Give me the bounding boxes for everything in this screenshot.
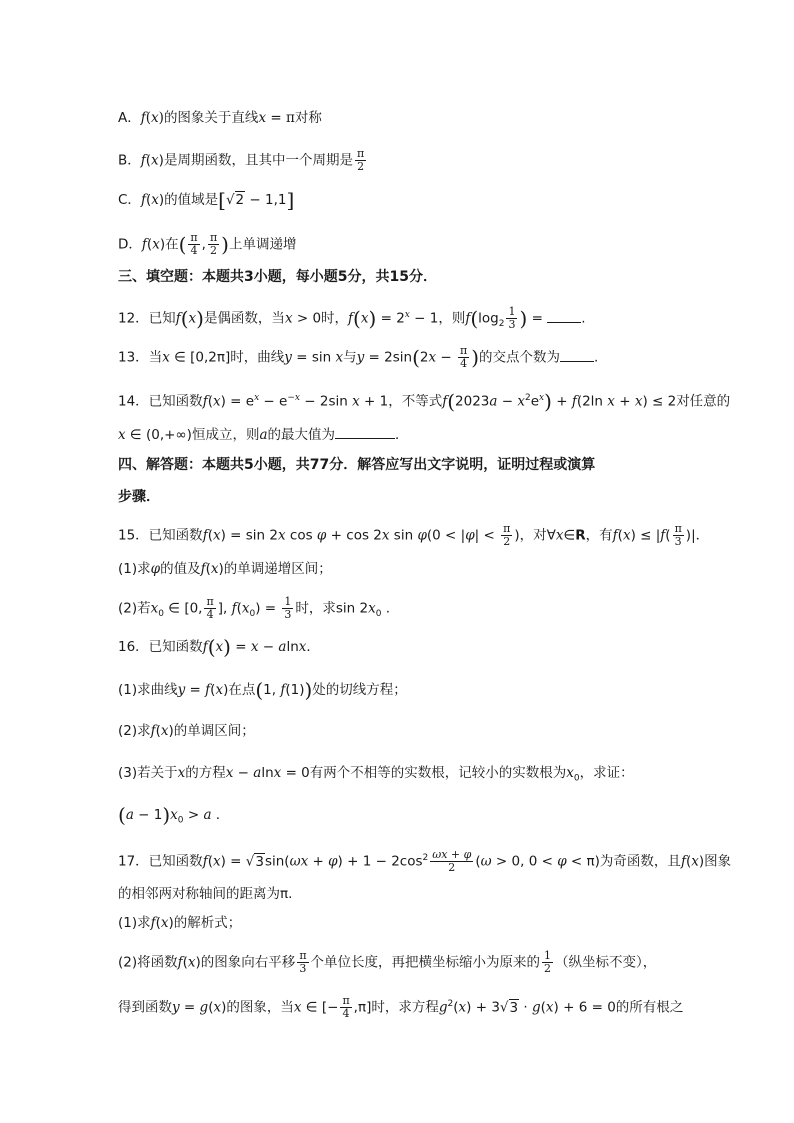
question-17-part-2b: 得到函数y = g(x)的图象，当x ∈ [− $\frac{\pi}{4}$ ,π]时，求方程$g^2(x) + 3√3 \cdot g(x) + 6 = 0$的所有根之 (118, 994, 684, 1020)
question-15-line-1: 15．已知函数f(x) = sin 2x cos φ + cos 2x sin φ(0 < |φ| < $\frac{\pi}{2}$ )，对∀x∈R，有f(x) ≤ |f( $\frac{\pi}{3}$ )|． (118, 522, 710, 548)
question-13: 13．当x ∈ [0,2π]时，曲线y = sin x与y = 2sin(2x − $\frac{\pi}{4}$ )的交点个数为 . (118, 344, 599, 370)
option-b-label: B． (118, 152, 141, 169)
option-a-label: A． (118, 110, 141, 126)
question-13-number: 13． (118, 349, 149, 366)
question-16-part-3b: $(a - 1)x_0 > a$ . (118, 803, 221, 827)
section-3-heading: 三、填空题：本题共3小题，每小题5分，共15分． (118, 269, 437, 285)
question-12-number: 12． (118, 310, 149, 327)
option-c-label: C． (118, 192, 141, 208)
option-d-label: D． (118, 236, 142, 253)
question-16-part-2: (2)求f(x)的单调区间； (118, 723, 255, 739)
question-12: 12．已知f(x)是偶函数，当x > 0时，$f(x) = 2^x - 1$，则$f(\log_2$ $\frac{1}{3}$ ) = . (118, 305, 586, 331)
question-15-part-2: (2)若$x_0$ ∈ [0, $\frac{\pi}{4}$ ], $f(x_0)$ = $\frac{1}{3}$ 时，求$\sin 2x_0$ . (118, 595, 391, 621)
option-d: D．f(x)在( $\frac{\pi}{4}$ , $\frac{\pi}{2}$ )上单调递增 (118, 231, 297, 257)
question-17-part-2: (2)将函数f(x)的图象向右平移 $\frac{\pi}{3}$ 个单位长度，再把横坐标缩小为原来的 $\frac{1}{2}$ （纵坐标不变）， (118, 949, 657, 975)
section-4-heading-line-1: 四、解答题：本题共5小题，共77分．解答应写出文字说明，证明过程或演算 (118, 457, 596, 473)
question-14-line-1: 14．已知函数$f(x) = e^x - e^{-x} - 2\sin$ x + 1，不等式$f(2023a - x^2e^x) + f(2\ln$ x + x) ≤ 2对任意的 (118, 389, 731, 414)
question-15-part-1: (1)求φ的值及f(x)的单调递增区间； (118, 561, 332, 577)
question-16-part-1: (1)求曲线y = f(x)在点(1, f(1))处的切线方程； (118, 678, 407, 702)
section-4-heading-line-2: 步骤． (118, 489, 160, 505)
option-b: B．f(x)是周期函数，且其中一个周期是 $\frac{\pi}{2}$ (118, 147, 365, 173)
question-17-line-1: 17．已知函数$f(x) = √3\sin(\omega x + \varphi) + 1 - 2\cos^2$ $\frac{\omega x + \varphi}{2}$ (ω > 0, 0 < φ < π)为奇函数，且f(x)图象 (118, 848, 732, 874)
question-16-part-3: (3)若关于x的方程x − alnx = 0有两个不相等的实数根，记较小的实数根为$x_0$，求证： (118, 765, 634, 784)
option-c: C．f(x)的值域是[√2 − 1,1] (118, 188, 295, 212)
question-14-line-2: x ∈ (0,+∞)恒成立，则a的最大值为 ． (118, 424, 774, 445)
question-17-line-2: 的相邻两对称轴间的距离为π. (118, 886, 293, 902)
question-17-part-1: (1)求f(x)的解析式； (118, 915, 242, 931)
question-16-line-1: 16．已知函数f(x) = x − alnx． (118, 635, 320, 659)
option-a: A．f(x)的图象关于直线x = π对称 (118, 110, 322, 126)
